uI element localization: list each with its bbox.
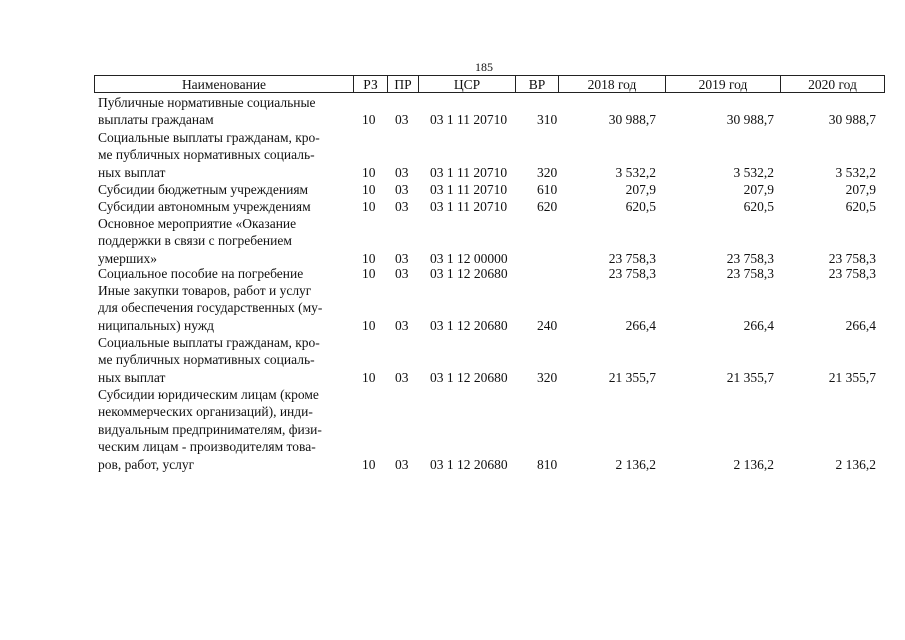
row-pr: 03 (395, 369, 409, 385)
row-csr: 03 1 11 20710 (430, 112, 508, 128)
row-pr: 03 (395, 112, 409, 128)
header-csr: ЦСР (453, 77, 481, 92)
row-2020: 2 136,2 (835, 456, 876, 472)
row-pr: 03 (395, 250, 409, 266)
header-name: Наименование (181, 77, 267, 92)
row-csr: 03 1 12 20680 (430, 456, 508, 472)
row-rz: 10 (362, 250, 376, 266)
row-name: Иные закупки товаров, работ и услуг для обеспечения государственных (му- ниципальных) нужд (98, 283, 323, 333)
row-2020: 266,4 (845, 317, 876, 333)
header-vr: ВР (528, 77, 546, 92)
row-rz: 10 (362, 164, 376, 180)
row-csr: 03 1 11 20710 (430, 182, 508, 197)
row-rz: 10 (362, 199, 376, 214)
row-pr: 03 (395, 199, 409, 214)
row-rz: 10 (362, 456, 376, 472)
header-2019: 2019 год (698, 77, 748, 92)
row-csr: 03 1 12 00000 (430, 250, 508, 266)
row-csr: 03 1 12 20680 (430, 317, 508, 333)
row-vr: 310 (537, 112, 558, 128)
row-2020: 23 758,3 (828, 250, 876, 266)
row-pr: 03 (395, 456, 409, 472)
header-rz: РЗ (363, 77, 378, 92)
row-2020: 207,9 (845, 182, 876, 197)
row-2018: 2 136,2 (615, 456, 656, 472)
header-2020: 2020 год (808, 77, 857, 92)
row-2019: 3 532,2 (733, 164, 774, 180)
page-number: 185 (475, 60, 493, 74)
row-rz: 10 (362, 182, 376, 197)
row-2020: 23 758,3 (828, 266, 876, 281)
row-csr: 03 1 11 20710 (430, 164, 508, 180)
row-pr: 03 (395, 182, 409, 197)
row-2019: 2 136,2 (733, 456, 774, 472)
row-csr: 03 1 12 20680 (430, 266, 508, 281)
row-name: Социальные выплаты гражданам, кро- ме публичных нормативных социаль- ных выплат (98, 130, 320, 180)
row-rz: 10 (362, 266, 376, 281)
row-csr: 03 1 11 20710 (430, 199, 508, 214)
header-pr: ПР (394, 77, 412, 92)
row-name: Субсидии бюджетным учреждениям (98, 182, 309, 197)
row-2018: 620,5 (625, 199, 656, 214)
row-2018: 23 758,3 (608, 250, 656, 266)
row-vr: 610 (537, 182, 558, 197)
row-rz: 10 (362, 112, 376, 128)
row-2020: 21 355,7 (828, 369, 876, 385)
row-rz: 10 (362, 317, 376, 333)
row-2019: 207,9 (743, 182, 774, 197)
row-name: Публичные нормативные социальные выплаты гражданам (98, 95, 316, 128)
row-2018: 21 355,7 (608, 369, 656, 385)
row-name: Основное мероприятие «Оказание поддержки в связи с погребением умерших» (98, 216, 297, 266)
row-vr: 320 (537, 369, 558, 385)
row-csr: 03 1 12 20680 (430, 369, 508, 385)
row-2020: 3 532,2 (835, 164, 876, 180)
row-vr: 620 (537, 199, 558, 214)
row-name: Социальные выплаты гражданам, кро- ме публичных нормативных социаль- ных выплат (98, 335, 320, 385)
row-2018: 23 758,3 (608, 266, 656, 281)
row-name: Социальное пособие на погребение (98, 266, 304, 281)
row-2018: 30 988,7 (608, 112, 656, 128)
row-2020: 620,5 (845, 199, 876, 214)
row-vr: 810 (537, 456, 558, 472)
row-2018: 207,9 (625, 182, 656, 197)
row-pr: 03 (395, 266, 409, 281)
row-2019: 30 988,7 (726, 112, 774, 128)
row-2019: 620,5 (743, 199, 774, 214)
row-2019: 266,4 (743, 317, 774, 333)
row-2019: 23 758,3 (726, 250, 774, 266)
row-2019: 23 758,3 (726, 266, 774, 281)
row-2018: 266,4 (625, 317, 656, 333)
header-2018: 2018 год (587, 77, 637, 92)
row-name: Субсидии юридическим лицам (кроме некоммерческих организаций), инди- видуальным предпринимателям, физи- ческим лицам - производителям това- ров, работ, услуг (98, 387, 322, 472)
row-pr: 03 (395, 164, 409, 180)
row-pr: 03 (395, 317, 409, 333)
row-2019: 21 355,7 (726, 369, 774, 385)
row-name: Субсидии автономным учреждениям (98, 199, 311, 214)
row-vr: 320 (537, 164, 558, 180)
row-2020: 30 988,7 (828, 112, 876, 128)
row-vr: 240 (537, 317, 558, 333)
row-2018: 3 532,2 (615, 164, 656, 180)
row-rz: 10 (362, 369, 376, 385)
